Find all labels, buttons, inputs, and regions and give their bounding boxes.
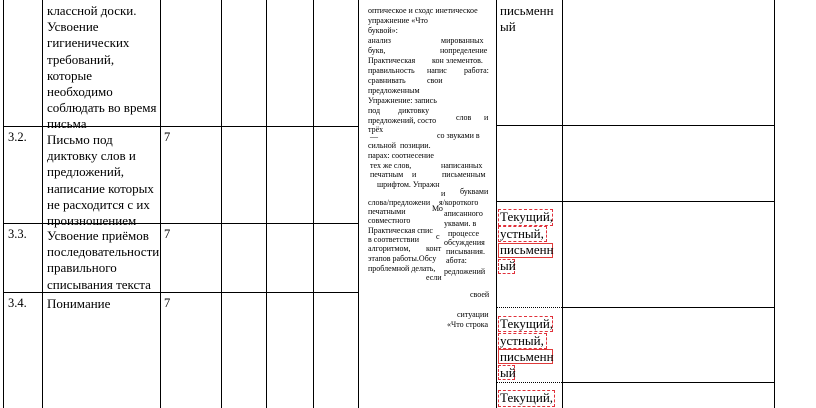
grid-line — [3, 0, 4, 408]
activity-fragment: Практическая — [368, 56, 416, 65]
activity-fragment: процессе — [448, 229, 480, 238]
activity-fragment: совместного — [368, 216, 411, 225]
activity-fragment: предложенным — [368, 86, 420, 95]
topic-text: Понимание — [47, 296, 111, 311]
activity-fragment: со звуками в — [437, 131, 480, 140]
activity-fragment: предложений, состо — [368, 116, 437, 125]
grid-line — [562, 0, 563, 408]
topic-text: Усвоение приёмов последовательности правильного списывания текста — [47, 228, 160, 292]
grid-line — [266, 0, 267, 408]
activity-fragment: буквой»: — [368, 26, 398, 35]
activity-fragment: проблемной делать, — [368, 264, 436, 273]
activity-fragment: написанных — [441, 161, 483, 170]
activity-fragment: слова/предложени — [368, 198, 431, 207]
activity-fragment: упражнение «Что — [368, 16, 428, 25]
activity-fragment: и — [412, 170, 417, 179]
activity-fragment: букв, — [368, 46, 386, 55]
activity-fragment: обсуждения — [444, 238, 485, 247]
control-form-line: устный, — [500, 226, 544, 241]
activity-fragment: Упражнение: запись — [368, 96, 437, 105]
row-number: 3.3. — [8, 227, 27, 241]
activity-fragment: редложений — [444, 267, 486, 276]
activity-fragment: Практическая спис — [368, 226, 433, 235]
control-form-line: Текущий, — [500, 209, 554, 224]
activity-fragment: печатным — [370, 170, 404, 179]
row-divider — [562, 382, 775, 383]
activity-fragment: сильной — [368, 141, 397, 150]
grid-line — [774, 0, 775, 408]
activity-fragment: нопределение — [440, 46, 488, 55]
activity-fragment: конт — [426, 244, 442, 253]
activity-fragment: если — [426, 273, 442, 282]
activity-fragment: правильность — [368, 66, 415, 75]
activity-fragment: шрифтом. Упражн — [377, 180, 440, 189]
grid-line — [160, 0, 161, 408]
grid-line — [496, 0, 497, 408]
activity-fragment: писывания. — [446, 247, 485, 256]
activity-fragment: алгоритмом, — [368, 244, 411, 253]
topic-text: Письмо под диктовку слов и предложений, написание которых не расходится с их произношением — [47, 132, 154, 229]
activity-fragment: Мо — [432, 204, 443, 213]
row-number: 3.2. — [8, 130, 27, 144]
control-form: письменн ый — [500, 3, 554, 35]
activity-fragment: слов — [456, 113, 472, 122]
activity-fragment: работа: — [464, 66, 489, 75]
row-divider — [496, 125, 775, 126]
activity-fragment: аписанного — [444, 209, 483, 218]
activity-fragment: парах: соотнесение — [368, 151, 434, 160]
hours-value: 7 — [164, 227, 171, 241]
activity-fragment: своей — [470, 290, 490, 299]
grid-line — [358, 0, 359, 408]
control-form-line: ый — [500, 365, 516, 380]
topic-text: классной доски. Усвоение гигиенических требований, которые необходимо соблюдать во время письма — [47, 3, 157, 132]
activity-fragment: трёх — [368, 125, 384, 134]
control-form-line: устный, — [500, 333, 544, 348]
activity-fragment: я/короткого — [439, 198, 479, 207]
grid-line — [42, 0, 43, 408]
activity-fragment: элементов. — [446, 56, 483, 65]
row-divider — [496, 307, 562, 308]
grid-line — [221, 0, 222, 408]
activity-fragment: тех же слов, — [370, 161, 412, 170]
activity-fragment: письменным — [442, 170, 486, 179]
control-form-line: письменн — [500, 349, 554, 364]
row-divider — [496, 201, 775, 202]
activity-fragment: «Что строка — [447, 320, 489, 329]
activity-fragment: и — [441, 189, 446, 198]
activity-fragment: — — [370, 132, 378, 141]
activity-fragment: сравнивать — [368, 76, 406, 85]
activity-fragment: свои — [427, 76, 443, 85]
hours-value: 7 — [164, 296, 171, 310]
activity-fragment: и — [484, 113, 489, 122]
activity-fragment: этапов работы.Обсу — [368, 254, 437, 263]
control-form-line: письменн — [500, 242, 554, 257]
activity-fragment: печатными — [368, 207, 406, 216]
activity-fragment: напис — [427, 66, 447, 75]
row-number: 3.4. — [8, 296, 27, 310]
activity-fragment: уквами. в — [444, 219, 477, 228]
activity-fragment: абота: — [446, 256, 467, 265]
row-divider — [496, 382, 562, 383]
activity-fragment: мированных — [441, 36, 484, 45]
control-form-line: Текущий, — [500, 316, 554, 331]
activity-fragment: в соответствии — [368, 235, 419, 244]
control-form-line: Текущий, — [500, 390, 554, 405]
grid-line — [313, 0, 314, 408]
activity-fragment: оптическое и сходс инетическое — [368, 6, 478, 15]
activity-fragment: позиции. — [400, 141, 431, 150]
activity-fragment: ситуации — [457, 310, 489, 319]
activity-fragment: диктовку — [398, 106, 430, 115]
activity-fragment: буквами — [460, 187, 489, 196]
hours-value: 7 — [164, 130, 171, 144]
control-form-line: ый — [500, 258, 516, 273]
activity-fragment: анализ — [368, 36, 391, 45]
activity-fragment: кон — [432, 56, 444, 65]
row-divider — [562, 307, 775, 308]
activity-fragment: под — [368, 106, 381, 115]
activity-fragment: с — [436, 232, 440, 241]
